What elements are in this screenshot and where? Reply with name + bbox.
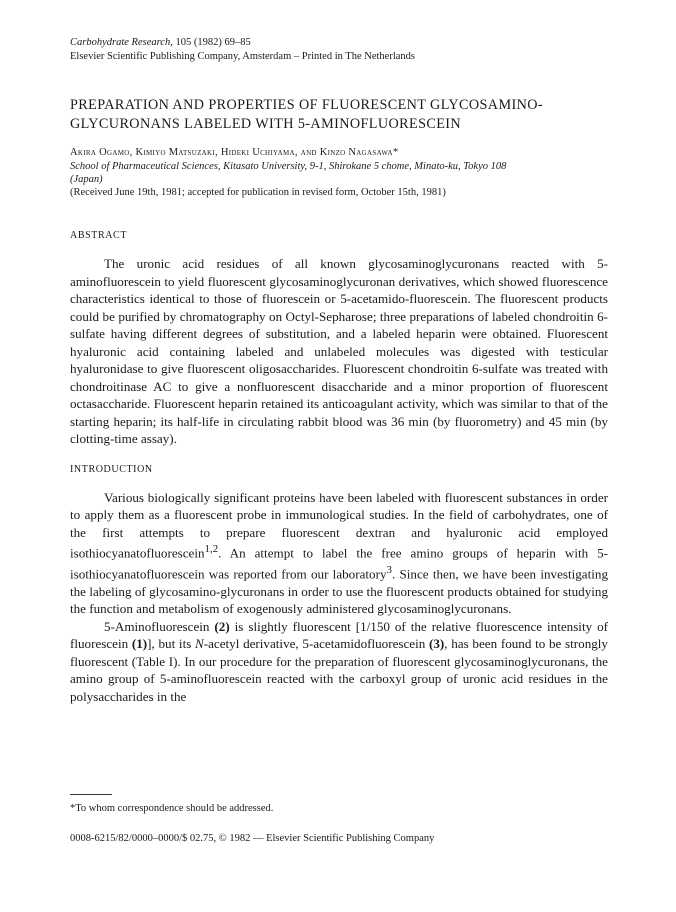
article-title-line1: PREPARATION AND PROPERTIES OF FLUORESCENT GLYCOSAMINO- <box>70 97 543 113</box>
intro-text: -acetyl derivative, 5-acetamidofluorescein <box>203 636 429 652</box>
intro-text: , has been found to be strongly fluorescent (Table I). In our procedure for the preparation of fluorescent glycosaminoglycuronans, the amino group of 5-aminofluorescein reacted with the carboxyl group of uronic acid residues in the polysaccharides in the <box>70 636 608 704</box>
introduction-paragraph-1 <box>70 489 608 618</box>
intro-text: . An attempt to label the free amino groups of heparin with 5-isothiocyanatofluorescein was reported from our laboratory <box>70 545 608 582</box>
copyright-line: 0008-6215/82/0000–0000/$ 02.75, © 1982 — Elsevier Scientific Publishing Company <box>70 833 435 844</box>
author-list: Akira Ogamo, Kimiyo Matsuzaki, Hideki Uchiyama, and Kinzo Nagasawa* <box>70 147 399 158</box>
affiliation <box>70 160 608 186</box>
italic-prefix: N <box>195 636 204 652</box>
compound-number: (1) <box>131 636 148 652</box>
article-title <box>70 96 608 134</box>
intro-text: is slightly fluorescent [1/150 of the relative fluorescence intensity of fluorescein <box>70 618 608 652</box>
reference-marker: 3 <box>386 563 392 576</box>
journal-citation <box>70 36 608 50</box>
intro-text: ], but its <box>147 636 196 652</box>
abstract-heading: ABSTRACT <box>70 230 128 241</box>
compound-number: (3) <box>429 636 445 652</box>
abstract-text: The uronic acid residues of all known glycosaminoglycuronans reacted with 5-aminofluorescein to yield fluorescent glycosaminoglycuronan derivatives, which showed fluorescence characteristics identical to those of fluorescein or 5-acetamido-fluorescein. The fluorescent products could be purified by chromatography on Octyl-Sepharose; three preparations of labeled chondroitin 6-sulfate having different degrees of substitution, and a labeled heparin were obtained. Fluorescent hyaluronic acid containing labeled and unlabeled molecules was digested with testicular hyaluronidase to give fluorescent oligosaccharides. Fluorescent chondroitin 6-sulfate was treated with chondroitinase AC to give a nonfluorescent disaccharide and a minor proportion of fluorescent octasaccharide. Fluorescent heparin retained its anticoagulant activity, which was similar to that of the starting heparin; its half-life in circulating rabbit blood was 36 min (by fluorometry) and 45 min (by clotting-time assay). <box>70 256 608 446</box>
journal-header <box>70 36 608 64</box>
journal-volume-pages: , 105 (1982) 69–85 <box>170 37 251 48</box>
introduction-heading: INTRODUCTION <box>70 463 153 475</box>
intro-text: . Since then, we have been investigating the labeling of glycosamino-glycuronans in order to use the fluorescent products obtained for studying the function and metabolism of exogenously administered glycosaminoglycuronans. <box>70 566 608 617</box>
affiliation-line1: School of Pharmaceutical Sciences, Kitasato University, 9-1, Shirokane 5 chome, Minato-ku, Tokyo 108 <box>70 161 507 172</box>
received-dates: (Received June 19th, 1981; accepted for publication in revised form, October 15th, 1981) <box>70 187 446 198</box>
intro-text: Various biologically significant proteins have been labeled with fluorescent substances in order to apply them as a fluorescent probe in immunological studies. In the field of carbohydrates, one of the first attempts to prepare fluorescent dextran and hyaluronic acid employed isothiocyanatofluorescein <box>70 489 608 561</box>
reference-marker: 1,2 <box>204 543 219 555</box>
article-title-line2: GLYCURONANS LABELED WITH 5-AMINOFLUORESCEIN <box>70 116 462 132</box>
introduction-paragraph-2 <box>70 618 608 706</box>
compound-number: (2) <box>214 618 230 634</box>
affiliation-line2: (Japan) <box>70 174 103 185</box>
footnote: *To whom correspondence should be addressed. <box>70 803 274 814</box>
publisher-line: Elsevier Scientific Publishing Company, Amsterdam – Printed in The Netherlands <box>70 51 415 62</box>
intro-text: 5-Aminofluorescein <box>104 618 215 634</box>
journal-name: Carbohydrate Research <box>70 37 171 48</box>
footnote-rule <box>70 794 112 795</box>
article-page <box>70 36 608 705</box>
